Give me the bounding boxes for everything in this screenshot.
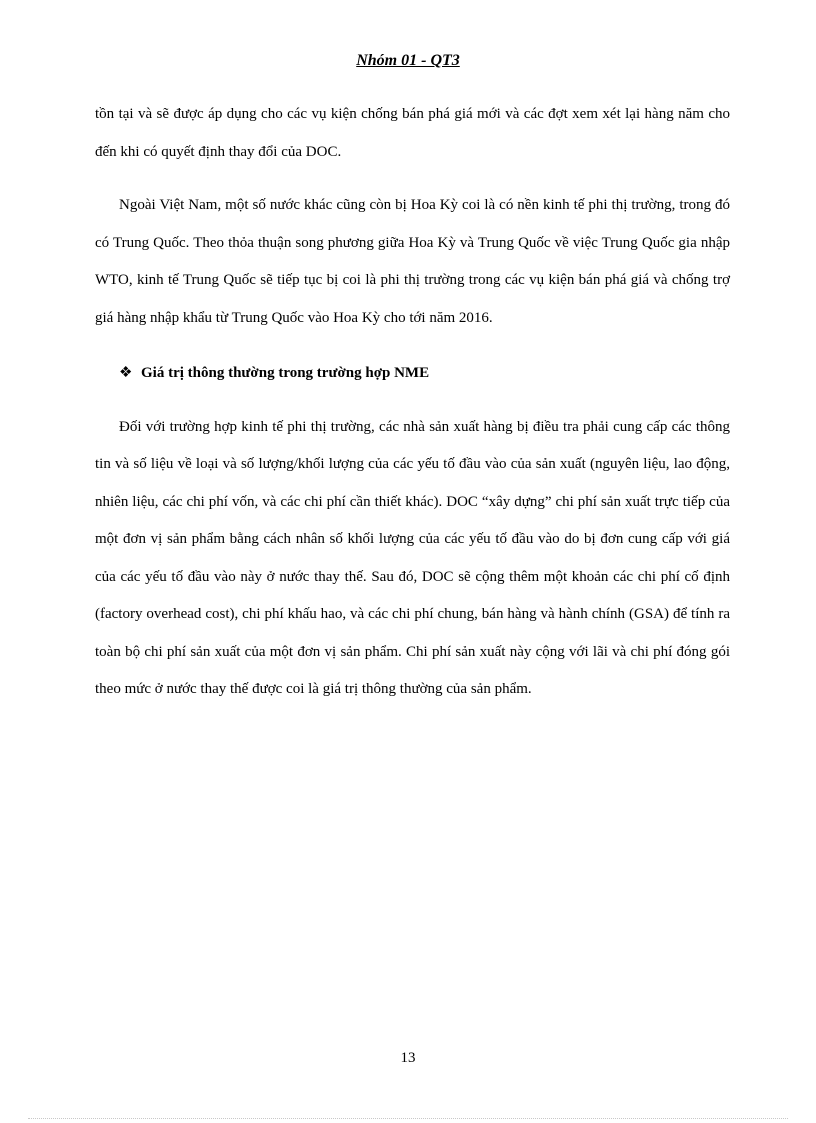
page-bottom-border — [28, 1118, 788, 1119]
section-heading — [95, 355, 730, 393]
paragraph-continuation: tồn tại và sẽ được áp dụng cho các vụ kiện chống bán phá giá mới và các đợt xem xét lại hàng năm cho đến khi có quyết định thay đổi của DOC. — [95, 106, 730, 160]
diamond-bullet-icon: ❖ — [119, 365, 133, 381]
section-heading-text: Giá trị thông thường trong trường hợp NME — [141, 365, 430, 381]
page-header-title: Nhóm 01 - QT3 — [356, 52, 460, 69]
paragraph-normal-value: Đối với trường hợp kinh tế phi thị trường, các nhà sản xuất hàng bị điều tra phải cung cấp các thông tin và số liệu về loại và số lượng/khối lượng của các yếu tố đầu vào của sản xuất (nguyên liệu, lao động, nhiên liệu, các chi phí vốn, và các chi phí cần thiết khác). DOC “xây dựng” chi phí sản xuất trực tiếp của một đơn vị sản phẩm bằng cách nhân số khối lượng của các yếu tố đầu vào do bị đơn cung cấp với giá của các yếu tố đầu vào này ở nước thay thế. Sau đó, DOC sẽ cộng thêm một khoản các chi phí cố định (factory overhead cost), chi phí khấu hao, và các chi phí chung, bán hàng và hành chính (GSA) để tính ra toàn bộ chi phí sản xuất của một đơn vị sản phẩm. Chi phí sản xuất này cộng với lãi và chi phí đóng gói theo mức ở nước thay thế được coi là giá trị thông thường của sản phẩm. — [95, 418, 730, 697]
paragraph-nme-countries: Ngoài Việt Nam, một số nước khác cũng còn bị Hoa Kỳ coi là có nền kinh tế phi thị trường, trong đó có Trung Quốc. Theo thỏa thuận song phương giữa Hoa Kỳ và Trung Quốc về việc Trung Quốc gia nhập WTO, kinh tế Trung Quốc sẽ tiếp tục bị coi là phi thị trường trong các vụ kiện bán phá giá và chống trợ giá hàng nhập khẩu từ Trung Quốc vào Hoa Kỳ cho tới năm 2016. — [95, 197, 730, 326]
page-body — [95, 96, 730, 709]
page-number: 13 — [400, 1050, 416, 1066]
